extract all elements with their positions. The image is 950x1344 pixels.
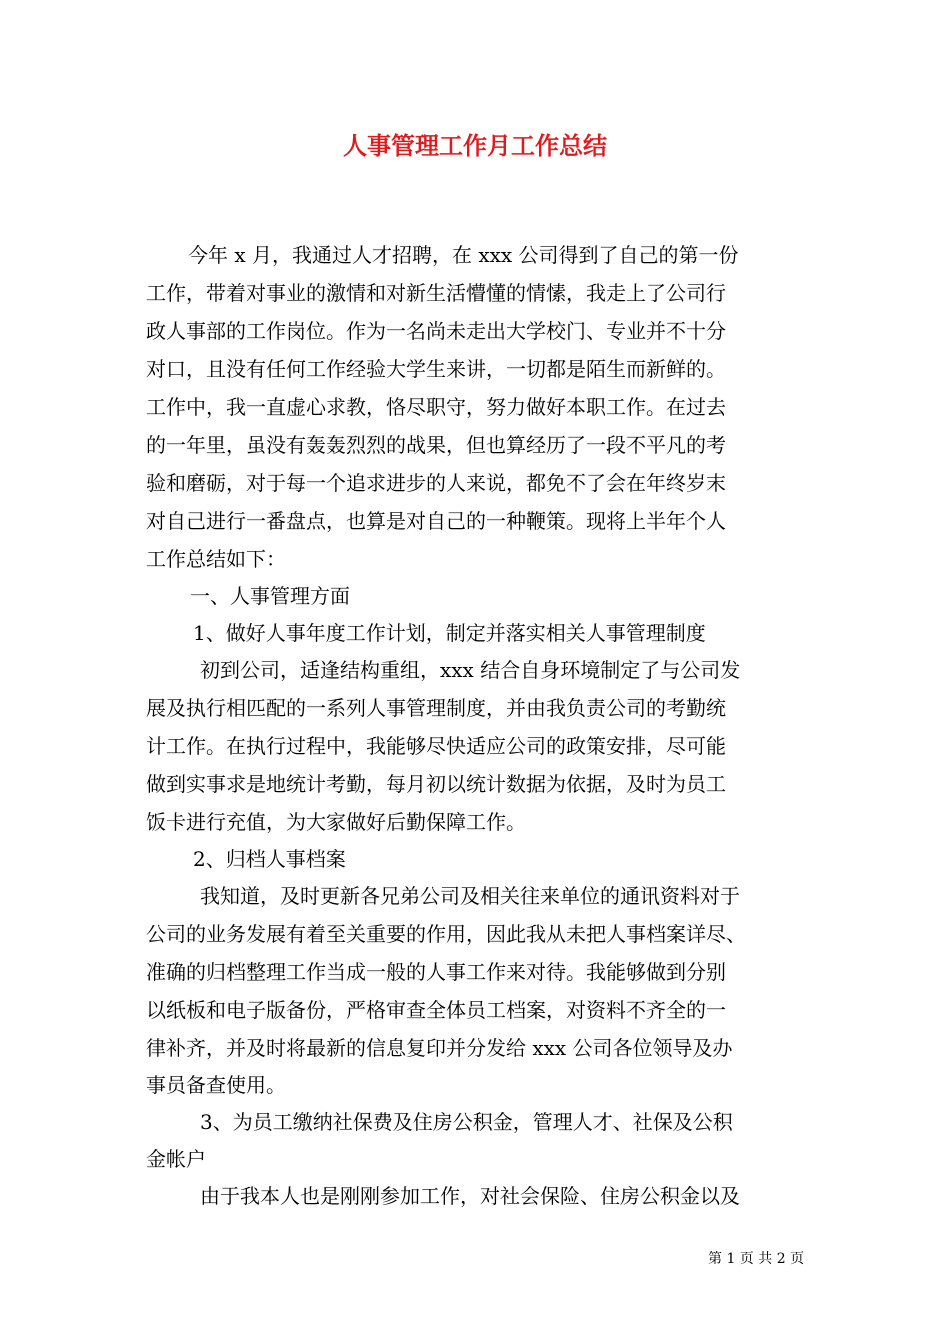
body-line: 展及执行相匹配的一系列人事管理制度，并由我负责公司的考勤统 (146, 696, 726, 720)
body-line: 工作，带着对事业的激情和对新生活懵懂的情愫，我走上了公司行 (146, 281, 726, 305)
body-line: 公司的业务发展有着至关重要的作用，因此我从未把人事档案详尽、 (146, 922, 746, 946)
body-line: 对自己进行一番盘点，也算是对自己的一种鞭策。现将上半年个人 (146, 509, 726, 533)
body-line: 验和磨砺，对于每一个追求进步的人来说，都免不了会在年终岁末 (146, 471, 726, 495)
body-line: 的一年里，虽没有轰轰烈烈的战果，但也算经历了一段不平凡的考 (146, 433, 726, 457)
body-line: 政人事部的工作岗位。作为一名尚未走出大学校门、专业并不十分 (146, 319, 726, 343)
item-heading: 3、为员工缴纳社保费及住房公积金，管理人才、社保及公积 (200, 1110, 733, 1134)
body-line: 初到公司，适逢结构重组，xxx 结合自身环境制定了与公司发 (200, 658, 741, 682)
body-line: 对口，且没有任何工作经验大学生来讲，一切都是陌生而新鲜的。 (146, 357, 726, 381)
body-line: 由于我本人也是刚刚参加工作，对社会保险、住房公积金以及 (200, 1184, 740, 1208)
body-line: 计工作。在执行过程中，我能够尽快适应公司的政策安排，尽可能 (146, 734, 726, 758)
section-heading: 一、人事管理方面 (190, 584, 350, 608)
body-line: 以纸板和电子版备份，严格审查全体员工档案，对资料不齐全的一 (146, 998, 726, 1022)
body-line: 律补齐，并及时将最新的信息复印并分发给 xxx 公司各位领导及办 (146, 1036, 733, 1060)
document-title: 人事管理工作月工作总结 (343, 131, 607, 160)
item-heading: 1、做好人事年度工作计划，制定并落实相关人事管理制度 (193, 621, 706, 645)
item-heading: 金帐户 (146, 1147, 206, 1171)
body-line: 准确的归档整理工作当成一般的人事工作来对待。我能够做到分别 (146, 960, 726, 984)
item-heading: 2、归档人事档案 (193, 847, 346, 871)
body-line: 做到实事求是地统计考勤，每月初以统计数据为依据，及时为员工 (146, 772, 726, 796)
body-line: 工作中，我一直虚心求教，恪尽职守，努力做好本职工作。在过去 (146, 395, 726, 419)
body-line: 我知道，及时更新各兄弟公司及相关往来单位的通讯资料对于 (200, 884, 740, 908)
body-line: 今年 x 月，我通过人才招聘，在 xxx 公司得到了自己的第一份 (188, 243, 739, 267)
body-line: 饭卡进行充值，为大家做好后勤保障工作。 (146, 810, 526, 834)
body-line: 工作总结如下： (146, 547, 286, 571)
page-number: 第 1 页 共 2 页 (708, 1251, 805, 1267)
body-line: 事员备查使用。 (146, 1073, 286, 1097)
